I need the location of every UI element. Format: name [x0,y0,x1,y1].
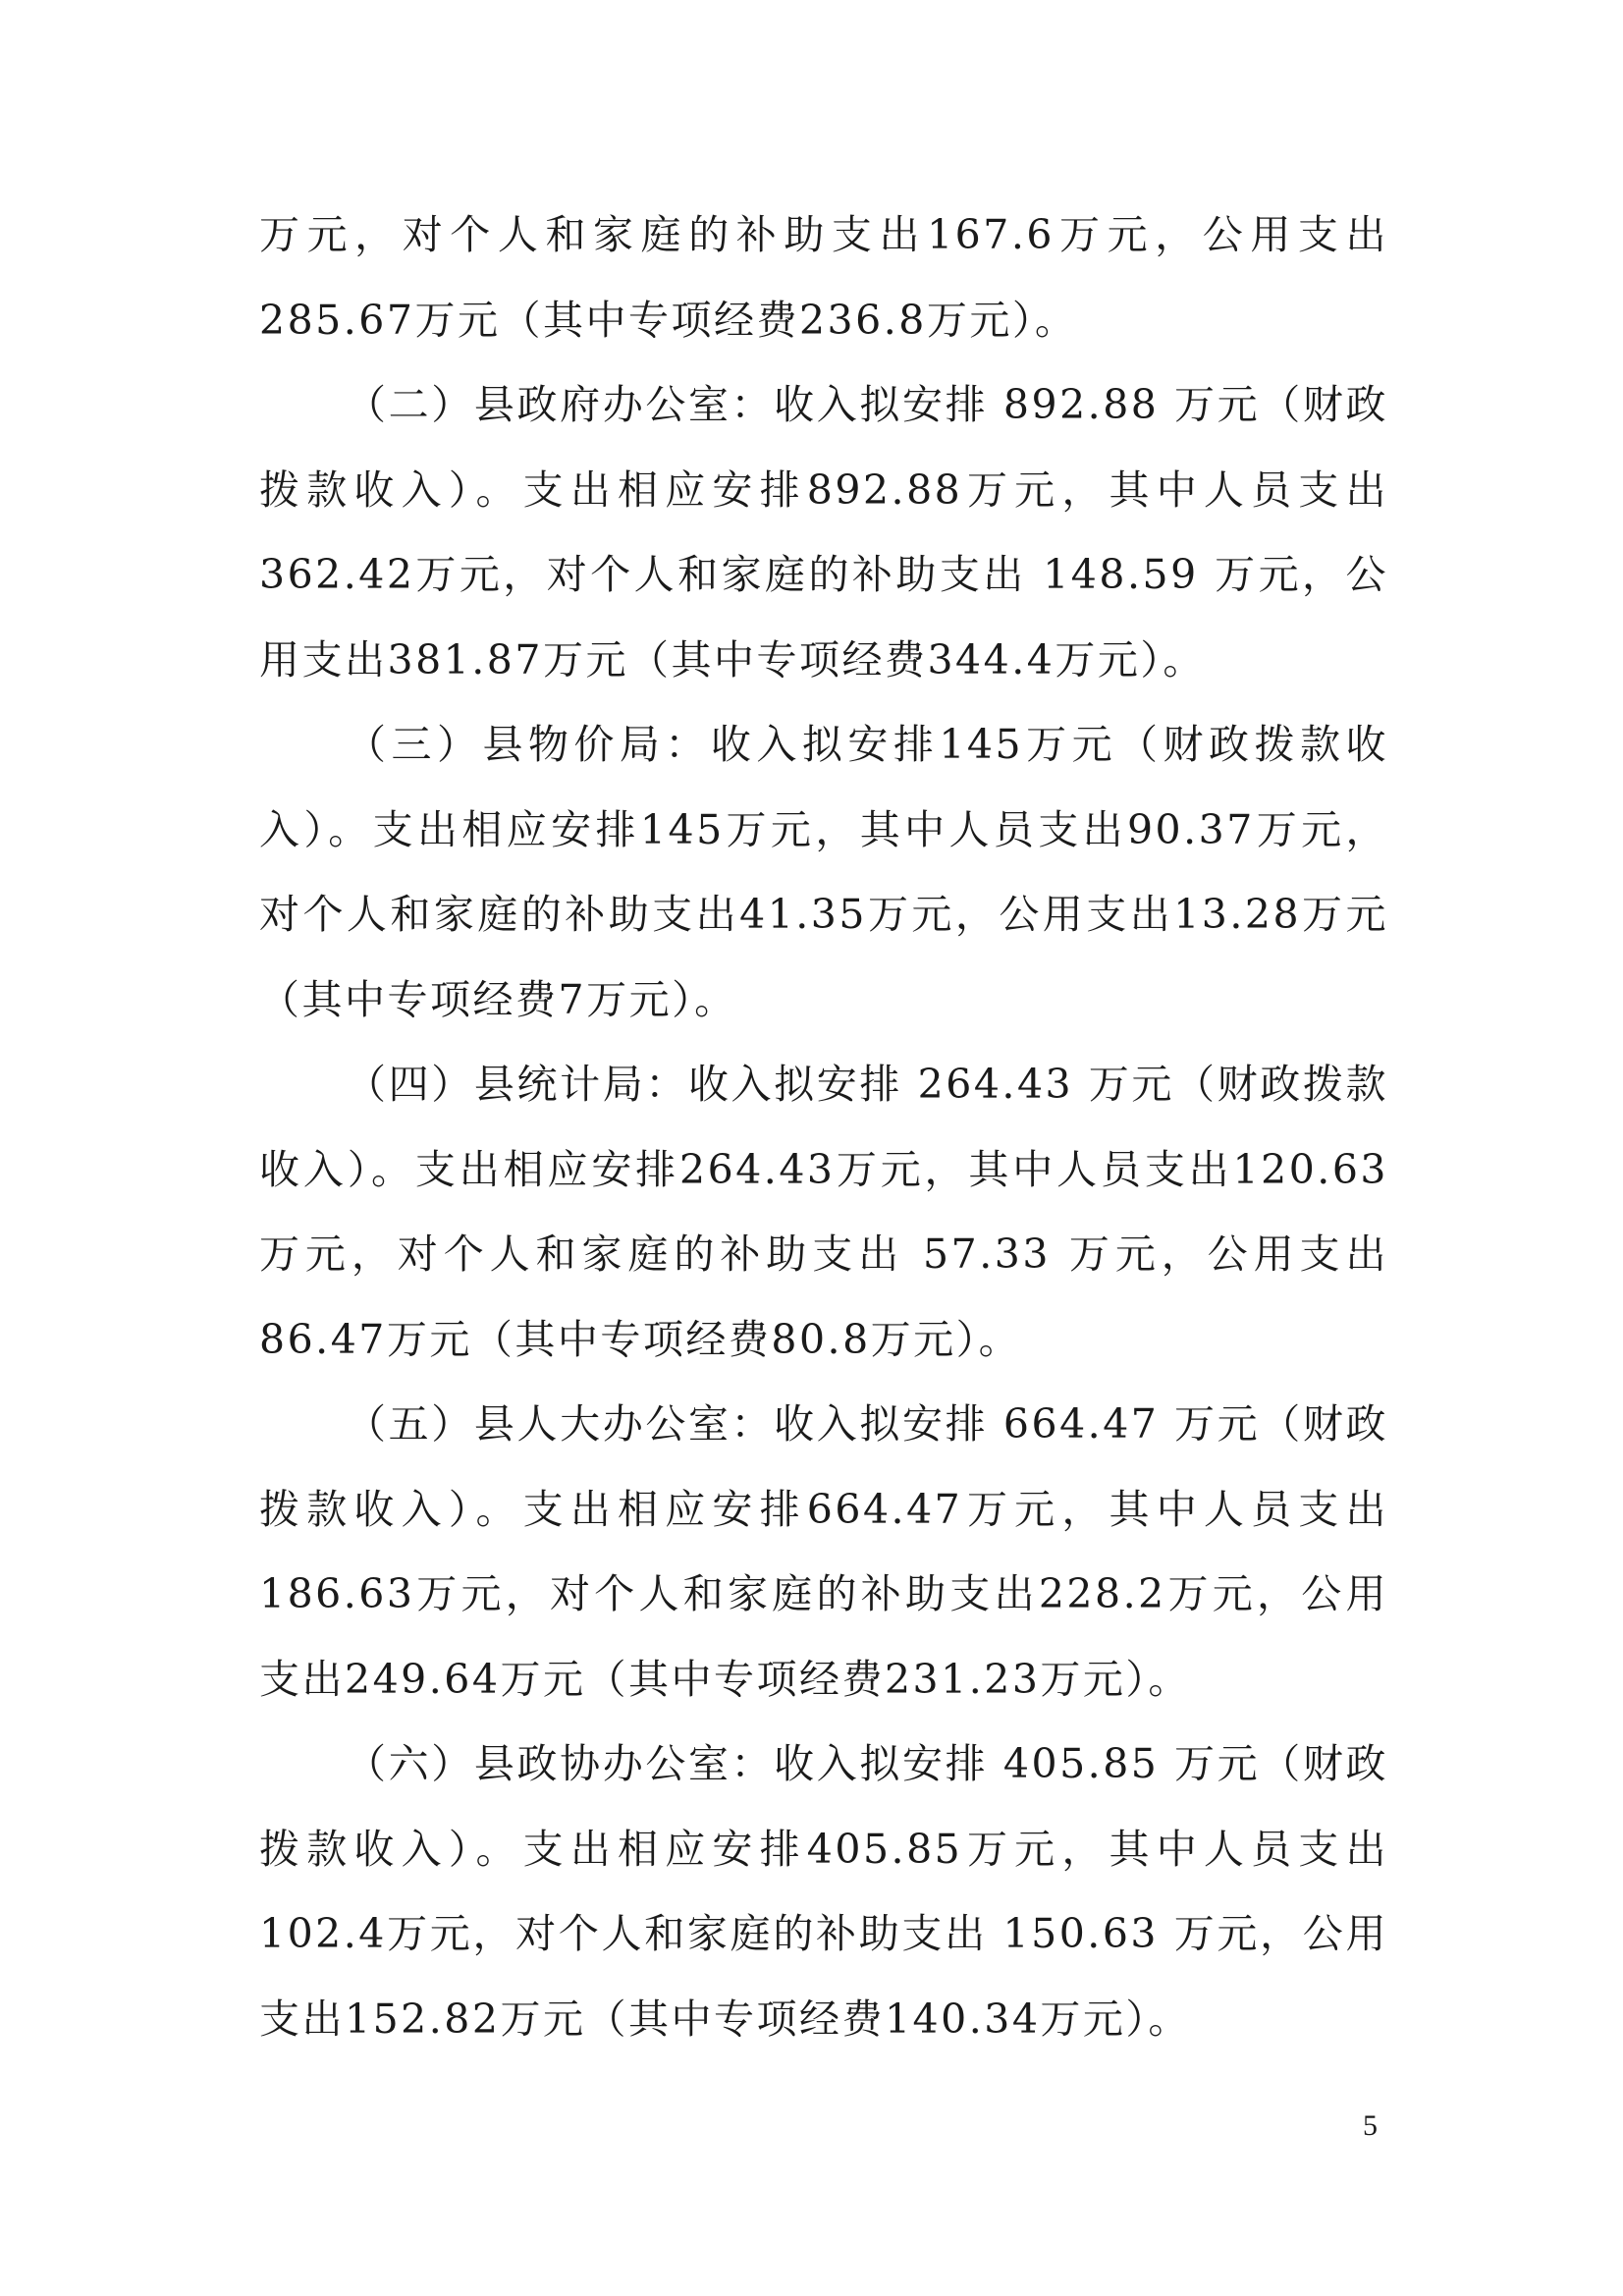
paragraph-continuation: 万元，对个人和家庭的补助支出167.6万元，公用支出285.67万元（其中专项经费236.8万元）。 [259,211,1388,344]
paragraph-county-government-office: （二）县政府办公室：收入拟安排 892.88 万元（财政拨款收入）。支出相应安排892.88万元，其中人员支出362.42万元，对个人和家庭的补助支出 148.59 万元，公用支出381.87万元（其中专项经费344.4万元）。 [259,381,1388,683]
page-number: 5 [1363,2109,1378,2142]
paragraph-county-price-bureau: （三）县物价局：收入拟安排145万元（财政拨款收入）。支出相应安排145万元，其中人员支出90.37万元，对个人和家庭的补助支出41.35万元，公用支出13.28万元（其中专项经费7万元）。 [259,721,1388,1023]
paragraph-county-cppcc-office: （六）县政协办公室：收入拟安排 405.85 万元（财政拨款收入）。支出相应安排405.85万元，其中人员支出102.4万元，对个人和家庭的补助支出 150.63 万元，公用支出152.82万元（其中专项经费140.34万元）。 [259,1740,1388,2043]
body-text [259,192,1388,2061]
paragraph-county-npc-office: （五）县人大办公室：收入拟安排 664.47 万元（财政拨款收入）。支出相应安排664.47万元，其中人员支出186.63万元，对个人和家庭的补助支出228.2万元，公用支出249.64万元（其中专项经费231.23万元）。 [259,1400,1388,1703]
paragraph-county-statistics-bureau: （四）县统计局：收入拟安排 264.43 万元（财政拨款收入）。支出相应安排264.43万元，其中人员支出120.63万元，对个人和家庭的补助支出 57.33 万元，公用支出 86.47万元（其中专项经费80.8万元）。 [259,1061,1388,1363]
